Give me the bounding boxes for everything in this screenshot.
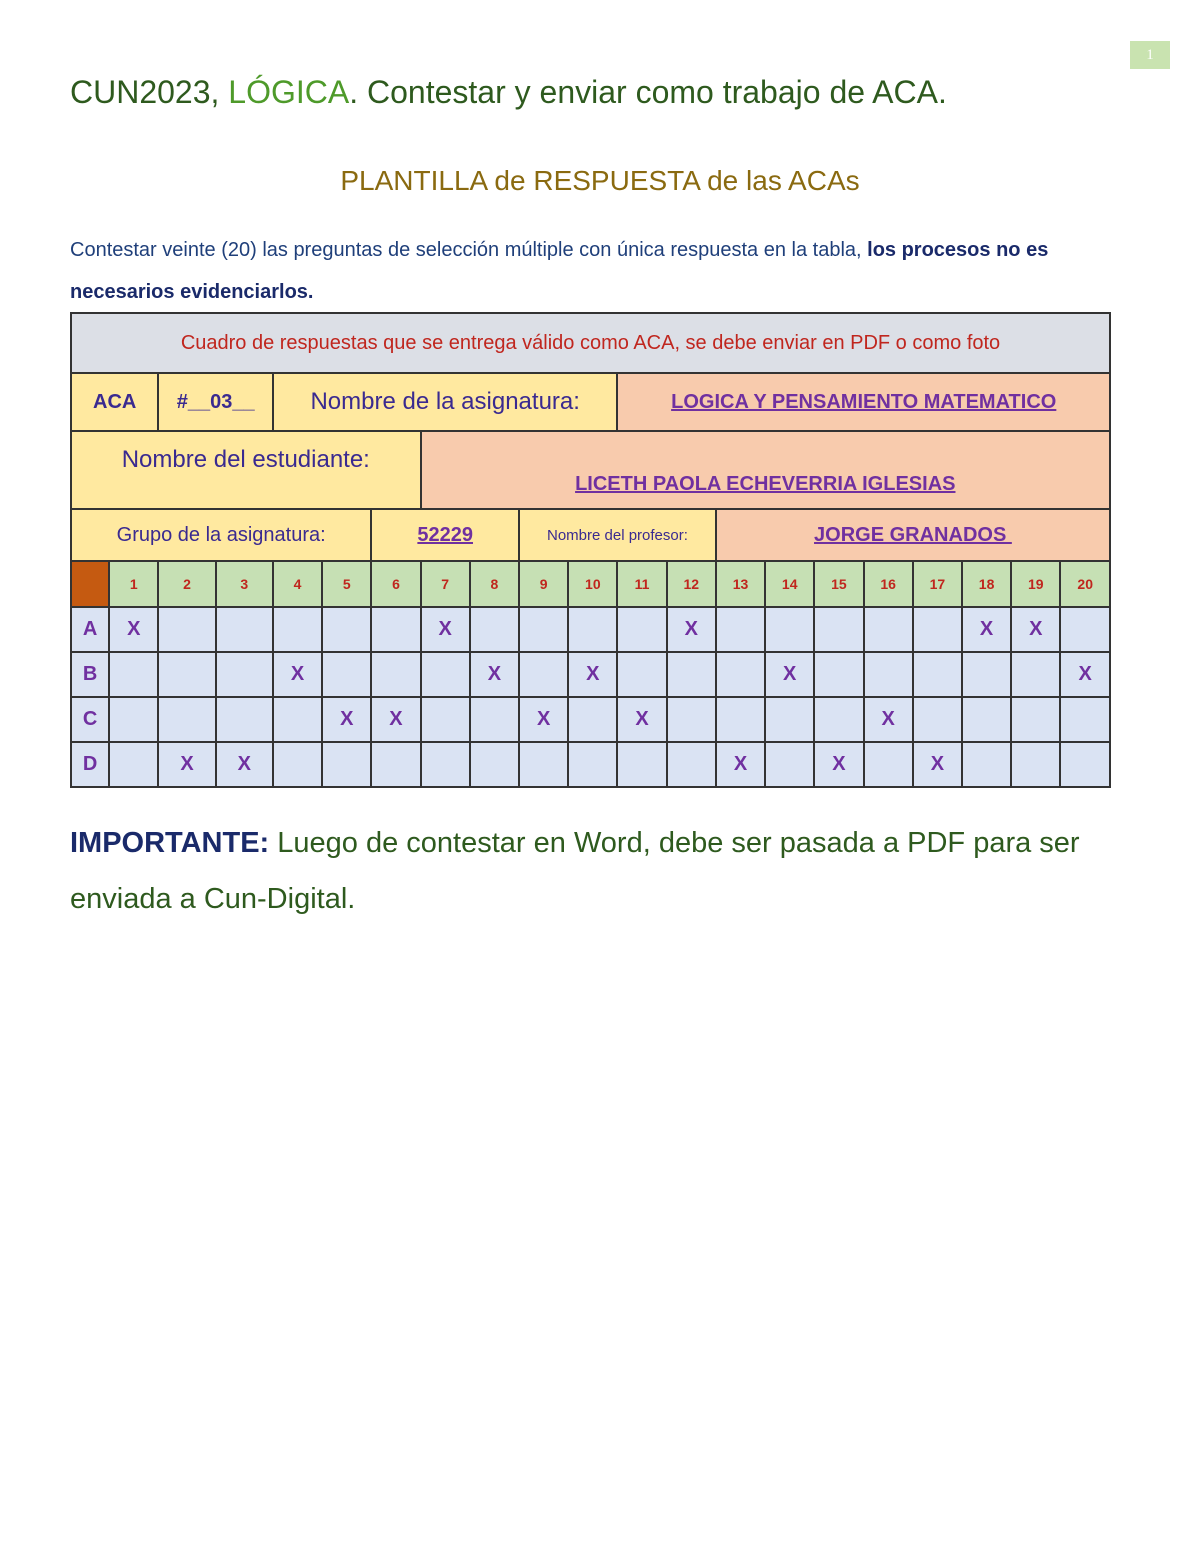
- document-title: [70, 74, 947, 111]
- answer-cell: [1011, 697, 1060, 742]
- option-row-a: [71, 607, 1110, 652]
- question-number: 13: [716, 561, 765, 607]
- option-row-c: [71, 697, 1110, 742]
- answer-cell: [716, 697, 765, 742]
- answer-cell: [814, 607, 863, 652]
- question-number: 17: [913, 561, 962, 607]
- answer-cell: X: [864, 697, 913, 742]
- answer-cell: X: [322, 697, 371, 742]
- answer-cell: [814, 697, 863, 742]
- question-number: 20: [1060, 561, 1110, 607]
- question-number: 12: [667, 561, 716, 607]
- answer-cell: [962, 652, 1011, 697]
- answer-cell: [765, 697, 814, 742]
- answer-cell: [617, 607, 666, 652]
- answer-cell: [273, 607, 322, 652]
- answer-cell: [421, 742, 470, 787]
- question-number: 14: [765, 561, 814, 607]
- answer-cell: X: [273, 652, 322, 697]
- answer-cell: [371, 607, 420, 652]
- answer-cell: [421, 652, 470, 697]
- answer-cell: [371, 652, 420, 697]
- answer-cell: [716, 652, 765, 697]
- question-number: 19: [1011, 561, 1060, 607]
- answer-cell: [421, 697, 470, 742]
- answer-cell: [109, 697, 158, 742]
- answer-cell: [216, 607, 273, 652]
- answer-cell: [158, 607, 215, 652]
- page-number: 1: [1130, 41, 1170, 69]
- title-part-3: . Contestar y enviar como trabajo de ACA.: [349, 74, 947, 110]
- answer-cell: [568, 697, 617, 742]
- answer-cell: [470, 697, 519, 742]
- aca-label: ACA: [71, 373, 158, 431]
- answer-cell: [1060, 607, 1110, 652]
- question-number: 10: [568, 561, 617, 607]
- answer-cell: X: [216, 742, 273, 787]
- important-note: [70, 815, 1140, 927]
- instructions-bold: los procesos no es necesarios evidenciarlos.: [70, 239, 1049, 303]
- answer-cell: X: [814, 742, 863, 787]
- answer-cell: [1011, 652, 1060, 697]
- question-number: 5: [322, 561, 371, 607]
- answer-cell: [864, 652, 913, 697]
- answer-cell: [568, 607, 617, 652]
- answer-cell: X: [519, 697, 568, 742]
- group-value: 52229: [371, 509, 519, 561]
- answer-cell: [322, 607, 371, 652]
- question-number: 6: [371, 561, 420, 607]
- answer-cell: [216, 697, 273, 742]
- important-label: IMPORTANTE:: [70, 827, 270, 859]
- subject-label: Nombre de la asignatura:: [273, 373, 618, 431]
- teacher-value: JORGE GRANADOS: [716, 509, 1110, 561]
- answer-cell: [765, 742, 814, 787]
- question-number: 15: [814, 561, 863, 607]
- answer-cell: [158, 652, 215, 697]
- answer-cell: X: [765, 652, 814, 697]
- title-part-1: CUN2023,: [70, 74, 229, 110]
- option-row-b: [71, 652, 1110, 697]
- answer-cell: [470, 607, 519, 652]
- answer-cell: [519, 607, 568, 652]
- answer-cell: [913, 607, 962, 652]
- important-text: Luego de contestar en Word, debe ser pasada a PDF para ser enviada a Cun-Digital.: [70, 827, 1080, 915]
- question-number: 8: [470, 561, 519, 607]
- answer-cell: [322, 652, 371, 697]
- question-number: 11: [617, 561, 666, 607]
- group-label: Grupo de la asignatura:: [71, 509, 371, 561]
- answer-cell: X: [109, 607, 158, 652]
- answer-cell: [667, 652, 716, 697]
- answer-cell: X: [913, 742, 962, 787]
- answer-cell: [273, 697, 322, 742]
- answer-cell: [814, 652, 863, 697]
- answer-cell: X: [716, 742, 765, 787]
- answer-cell: [667, 742, 716, 787]
- answer-cell: [273, 742, 322, 787]
- option-label: D: [71, 742, 109, 787]
- aca-number: #__03__: [158, 373, 273, 431]
- option-label: A: [71, 607, 109, 652]
- answer-cell: [765, 607, 814, 652]
- answer-cell: [617, 742, 666, 787]
- question-number: 18: [962, 561, 1011, 607]
- subject-value: LOGICA Y PENSAMIENTO MATEMATICO: [617, 373, 1110, 431]
- teacher-label: Nombre del profesor:: [519, 509, 716, 561]
- document-subtitle: PLANTILLA de RESPUESTA de las ACAs: [340, 165, 860, 196]
- title-part-2: LÓGICA: [228, 74, 350, 110]
- student-value: LICETH PAOLA ECHEVERRIA IGLESIAS: [421, 431, 1110, 509]
- question-number: 1: [109, 561, 158, 607]
- question-number: 16: [864, 561, 913, 607]
- answer-cell: [716, 607, 765, 652]
- answer-cell: X: [421, 607, 470, 652]
- question-number: 7: [421, 561, 470, 607]
- answer-cell: X: [470, 652, 519, 697]
- answer-cell: [216, 652, 273, 697]
- answer-cell: [617, 652, 666, 697]
- question-number: 4: [273, 561, 322, 607]
- answer-cell: X: [158, 742, 215, 787]
- option-label: B: [71, 652, 109, 697]
- student-label: Nombre del estudiante:: [71, 431, 421, 509]
- answer-cell: [667, 697, 716, 742]
- answer-cell: [1011, 742, 1060, 787]
- option-row-d: [71, 742, 1110, 787]
- answer-cell: X: [371, 697, 420, 742]
- answer-cell: [568, 742, 617, 787]
- answer-table: [70, 312, 1111, 788]
- answer-cell: [913, 697, 962, 742]
- answer-cell: [158, 697, 215, 742]
- question-number: 3: [216, 561, 273, 607]
- answer-cell: [519, 742, 568, 787]
- instructions-normal: Contestar veinte (20) las preguntas de selección múltiple con única respuesta en la tabla,: [70, 239, 868, 261]
- answer-cell: X: [962, 607, 1011, 652]
- option-label: C: [71, 697, 109, 742]
- answer-cell: [109, 742, 158, 787]
- answer-cell: X: [667, 607, 716, 652]
- answer-cell: [962, 697, 1011, 742]
- answer-cell: X: [1011, 607, 1060, 652]
- question-number: 9: [519, 561, 568, 607]
- answer-cell: [913, 652, 962, 697]
- answer-cell: [864, 607, 913, 652]
- answer-cell: [1060, 697, 1110, 742]
- question-number: 2: [158, 561, 215, 607]
- answer-cell: [371, 742, 420, 787]
- answer-cell: X: [617, 697, 666, 742]
- answer-cell: [322, 742, 371, 787]
- answer-cell: [470, 742, 519, 787]
- instructions: [70, 229, 1135, 313]
- answer-cell: [109, 652, 158, 697]
- answer-cell: [519, 652, 568, 697]
- answer-cell: [962, 742, 1011, 787]
- answer-cell: X: [568, 652, 617, 697]
- answer-cell: [1060, 742, 1110, 787]
- corner-cell: [71, 561, 109, 607]
- table-header: Cuadro de respuestas que se entrega válido como ACA, se debe enviar en PDF o como foto: [71, 313, 1110, 373]
- answer-cell: [864, 742, 913, 787]
- answer-cell: X: [1060, 652, 1110, 697]
